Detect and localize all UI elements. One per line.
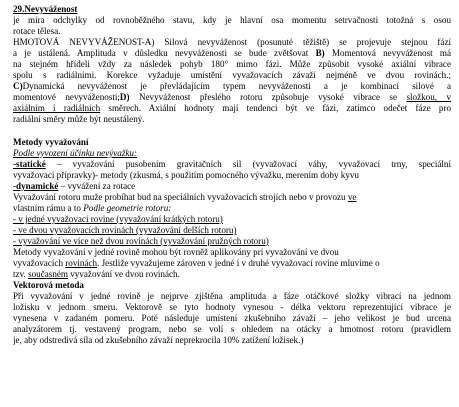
underlined-word: složkou, v <box>406 92 451 103</box>
subheading: Podle vyvození účinku nevývažku: <box>13 147 137 158</box>
label-mass-imbalance: HMOTOVÁ NEVYVÁŽENOST-A) <box>13 37 155 48</box>
paragraph-line: vynesena v zadaném pomeru. Poté následuje umístení zkušebního závaží – jeho velikost je bud urcena <box>13 313 451 324</box>
term-dynamic: -dynamické <box>13 180 59 191</box>
paragraph-line <box>13 92 451 103</box>
underlined-word: axiálním i radiálních <box>13 103 101 114</box>
label-d: D) <box>119 92 130 103</box>
paragraph-line <box>13 258 451 269</box>
paragraph-line: ložisku v jednom smeru. Vektorově se tyto hodnoty vynesou - délka vektoru reprezentující vibrace je <box>13 302 451 313</box>
section-heading: Metody vyvažování <box>13 136 89 147</box>
paragraph-line: radiální směry může být neustálený. <box>13 114 145 125</box>
paragraph-line <box>13 269 451 280</box>
paragraph-line: je míra odchylky od rovnoběžného stavu, kdy je hlavní osa momentu setrvačnosti totožná s osou <box>13 15 451 26</box>
text-fragment: Vyvažování rotoru muže probíhat bud na speciálních vyvažovacích strojích nebo v provozu <box>13 191 348 202</box>
paragraph-line <box>13 181 451 192</box>
text-fragment: směrech. Axiální hodnoty mají tendenci být ve fázi, zatímco odečet fáze pro <box>100 103 451 114</box>
text-fragment: – vyvažování pusobením gravitačních sil (vyvažovací váhy, vyvažovací trny, speciální <box>45 158 451 169</box>
list-item: - vyvažování ve více než dvou rovinách (vyvažování pružných rotoru) <box>13 235 269 246</box>
text-fragment: momentové nevyváženosti; <box>13 92 120 103</box>
document-page <box>13 4 451 346</box>
text-fragment: vyvažování ve dvou rovinách. <box>67 269 180 280</box>
underlined-word: rovinách <box>65 258 98 269</box>
spacer <box>13 126 451 137</box>
text-fragment: tzv. <box>13 269 29 280</box>
section-heading: 29.Nevyváženost <box>13 4 78 14</box>
paragraph-line: spolu s radiálními. Korekce vyžaduje umístění vyvažovacích závaží nejméně ve dvou rovinách.; <box>13 70 451 81</box>
label-b: B) <box>315 48 325 59</box>
text-fragment: Nevyváženost přeslého rotoru způsobuje vysoké vibrace se <box>129 92 407 103</box>
paragraph-line: analyzátorem tj. vestavený program, nebo se volí s ohledem na otácky a hmotnost rotoru (pravidlem <box>13 324 451 335</box>
list-item: - v jedné vyvažovací rovine (vyvažování krátkých rotoru) <box>13 213 223 224</box>
underlined-word: současném <box>28 269 68 280</box>
paragraph-line <box>13 37 451 48</box>
paragraph-line: Metody vyvažování v jedné rovině mohou být rovněž aplikovány pri vyvažování ve dvou <box>13 246 339 257</box>
section-heading: Vektorová metoda <box>13 280 84 291</box>
text-fragment: – vyvážení za rotace <box>58 180 136 191</box>
paragraph-line <box>13 192 451 203</box>
paragraph-line: na stejném hřídeli vždy za následek pohyb 180° mimo fázi. Může způsobit vysoké axiální vibrace <box>13 59 451 70</box>
paragraph-line: Při vyvažování v jedné rovině je nejprve zjištěna amplituda a fáze otáčkové složky vibrací na jednom <box>13 291 451 302</box>
label-c: C) <box>13 81 23 92</box>
paragraph-line <box>13 48 451 59</box>
underlined-word: ve <box>347 191 357 202</box>
paragraph-line <box>13 159 451 170</box>
paragraph-line: je, aby odstredivá síla od zkušebního závaží neprekrocila 10% zatížení ložisek.) <box>13 335 304 346</box>
text-fragment: . Jestliže vyvažujeme zároven v jedné i v druhé vyvažovací rovine mluvíme o <box>97 258 380 269</box>
paragraph-line <box>13 203 451 214</box>
text-fragment: vlastním rámu a to <box>13 202 84 213</box>
text-fragment: Silová nevyváženost (posunuté těžiště) se projevuje stejnou fází <box>154 37 451 48</box>
text-fragment: Momentová nevyváženost má <box>324 48 451 59</box>
text-fragment: a je ustálená. Amplituda v důsledku nevyváženosti se bude zvětšovat <box>13 48 309 59</box>
text-fragment: Dynamická nevyváženost je převládajícím typem nevyváženosti a je kombinací silové a <box>22 81 451 92</box>
paragraph-line <box>13 103 451 114</box>
paragraph-line <box>13 81 451 92</box>
italic-label: Podle geometrie rotoru: <box>83 202 172 213</box>
term-static: -statické <box>13 158 46 169</box>
text-fragment: vyvažovacích <box>13 258 66 269</box>
list-item: - ve dvou vyvažovacích rovinách (vyvažování delších rotoru) <box>13 224 237 235</box>
paragraph-line: vyvažovací přípravky)- metody (zkusmá, s použitím pomocného vývažku, merením doby kyvu <box>13 169 359 180</box>
paragraph-line: rotace tělesa. <box>13 26 61 37</box>
